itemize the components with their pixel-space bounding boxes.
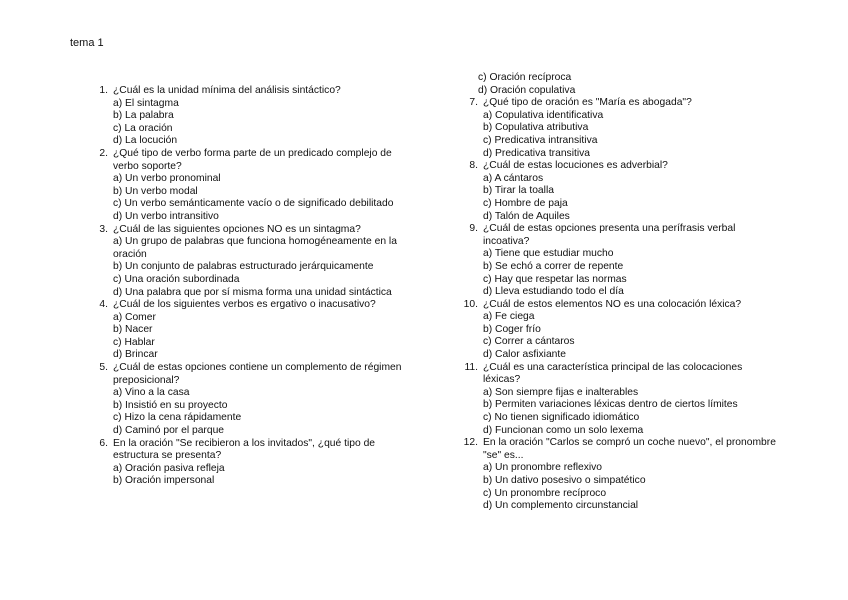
question-text: ¿Cuál de estos elementos NO es una colocación léxica?	[483, 298, 742, 310]
question-text: En la oración "Carlos se compró un coche nuevo", el pronombre "se" es...	[483, 437, 776, 461]
question-number: 9.	[469, 223, 478, 235]
answer-option: b) La palabra	[113, 110, 174, 122]
answer-option: a) Oración pasiva refleja	[113, 462, 225, 474]
answer-option: d) Calor asfixiante	[483, 349, 566, 361]
question-body	[483, 160, 778, 223]
question-item	[88, 148, 408, 224]
answer-option: a) A cántaros	[483, 172, 544, 184]
answer-option: d) Talón de Aquiles	[483, 210, 570, 222]
answer-option: c) Una oración subordinada	[113, 273, 240, 285]
answer-option: b) Un verbo modal	[113, 185, 198, 197]
answer-option: b) Un dativo posesivo o simpatético	[483, 475, 646, 486]
question-item	[458, 160, 778, 223]
answer-option: c) Un verbo semánticamente vacío o de significado debilitado	[113, 198, 394, 210]
question-body	[113, 224, 408, 300]
answer-option: a) Un grupo de palabras que funciona homogéneamente en la oración	[113, 236, 397, 260]
question-body	[483, 437, 778, 513]
option-line: c) Oración recíproca	[478, 72, 572, 83]
answer-option: a) Tiene que estudiar mucho	[483, 248, 614, 260]
answer-option: a) El sintagma	[113, 97, 179, 109]
answer-option: b) Coger frío	[483, 323, 541, 335]
question-text: ¿Qué tipo de oración es "María es abogada"?	[483, 97, 692, 109]
question-text: ¿Cuál es la unidad mínima del análisis sintáctico?	[113, 85, 341, 96]
answer-option: c) Hombre de paja	[483, 197, 568, 209]
question-body	[113, 148, 408, 224]
question-text: ¿Cuál de las siguientes opciones NO es un sintagma?	[113, 223, 361, 235]
answer-option: c) La oración	[113, 122, 173, 134]
answer-option: c) Un pronombre recíproco	[483, 487, 607, 499]
answer-option: c) Hizo la cena rápidamente	[113, 412, 242, 424]
question-item	[88, 438, 408, 488]
question-body	[113, 299, 408, 362]
answer-option: b) Oración impersonal	[113, 475, 215, 487]
question-item	[458, 97, 778, 160]
document-title: tema 1	[70, 37, 104, 49]
answer-option: c) No tienen significado idiomático	[483, 412, 640, 424]
question-text: ¿Cuál de los siguientes verbos es ergativo o inacusativo?	[113, 299, 376, 311]
answer-option: d) Una palabra que por sí misma forma una unidad sintáctica	[113, 286, 392, 298]
option-line: d) Oración copulativa	[478, 84, 576, 96]
question-text: ¿Qué tipo de verbo forma parte de un predicado complejo de verbo soporte?	[113, 147, 392, 172]
question-number: 3.	[99, 223, 108, 235]
question-item	[88, 224, 408, 300]
right-questions	[458, 97, 778, 513]
answer-option: d) La locución	[113, 135, 178, 147]
question-body	[483, 362, 778, 438]
answer-option: c) Correr a cántaros	[483, 336, 575, 348]
question-item	[458, 437, 778, 513]
question-number: 2.	[99, 147, 108, 159]
question-number: 8.	[469, 160, 478, 172]
question-item	[88, 299, 408, 362]
question-item	[458, 299, 778, 362]
answer-option: b) Nacer	[113, 324, 153, 336]
right-column	[458, 0, 778, 513]
question-6-continuation	[458, 72, 778, 97]
answer-option: b) Un conjunto de palabras estructurado jerárquicamente	[113, 261, 374, 273]
answer-option: c) Hay que respetar las normas	[483, 273, 627, 285]
question-item	[88, 85, 408, 148]
question-item	[458, 362, 778, 438]
answer-option: b) Insistió en su proyecto	[113, 399, 228, 411]
question-body	[113, 438, 408, 488]
answer-option: a) Copulativa identificativa	[483, 109, 604, 121]
question-number: 5.	[99, 362, 108, 374]
answer-option: d) Un verbo intransitivo	[113, 210, 219, 222]
question-number: 6.	[99, 437, 108, 449]
answer-option: a) Fe ciega	[483, 311, 535, 323]
left-column	[88, 0, 408, 488]
answer-option: a) Son siempre fijas e inalterables	[483, 386, 639, 398]
question-text: ¿Cuál de estas locuciones es adverbial?	[483, 160, 668, 172]
question-item	[458, 223, 778, 299]
answer-option: c) Predicativa intransitiva	[483, 134, 598, 146]
question-number: 10.	[463, 298, 478, 310]
answer-option: a) Un pronombre reflexivo	[483, 462, 603, 474]
question-number: 11.	[464, 361, 478, 373]
question-number: 4.	[99, 299, 108, 311]
answer-option: b) Tirar la toalla	[483, 185, 554, 197]
question-number: 7.	[469, 97, 478, 109]
question-text: ¿Cuál de estas opciones contiene un complemento de régimen preposicional?	[113, 362, 402, 386]
answer-option: b) Permiten variaciones léxicas dentro de ciertos límites	[483, 399, 738, 411]
question-text: ¿Cuál de estas opciones presenta una perífrasis verbal incoativa?	[483, 223, 736, 247]
question-body	[483, 299, 778, 362]
question-text: En la oración "Se recibieron a los invitados", ¿qué tipo de estructura se presenta?	[113, 437, 376, 462]
question-number: 12.	[463, 437, 478, 449]
answer-option: d) Caminó por el parque	[113, 425, 225, 437]
answer-option: d) Predicativa transitiva	[483, 147, 591, 159]
answer-option: d) Brincar	[113, 349, 158, 361]
question-body	[113, 362, 408, 438]
answer-option: b) Se echó a correr de repente	[483, 260, 624, 272]
answer-option: a) Comer	[113, 311, 156, 323]
answer-option: b) Copulativa atributiva	[483, 122, 589, 134]
answer-option: c) Hablar	[113, 336, 155, 348]
answer-option: a) Un verbo pronominal	[113, 173, 221, 185]
answer-option: d) Funcionan como un solo lexema	[483, 424, 644, 436]
question-item	[88, 362, 408, 438]
answer-option: a) Vino a la casa	[113, 387, 190, 399]
question-body	[483, 223, 778, 299]
question-number: 1.	[99, 85, 108, 96]
answer-option: d) Lleva estudiando todo el día	[483, 286, 624, 298]
question-body	[483, 97, 778, 160]
answer-option: d) Un complemento circunstancial	[483, 500, 639, 512]
question-body	[113, 85, 408, 148]
question-text: ¿Cuál es una característica principal de las colocaciones léxicas?	[483, 361, 743, 386]
